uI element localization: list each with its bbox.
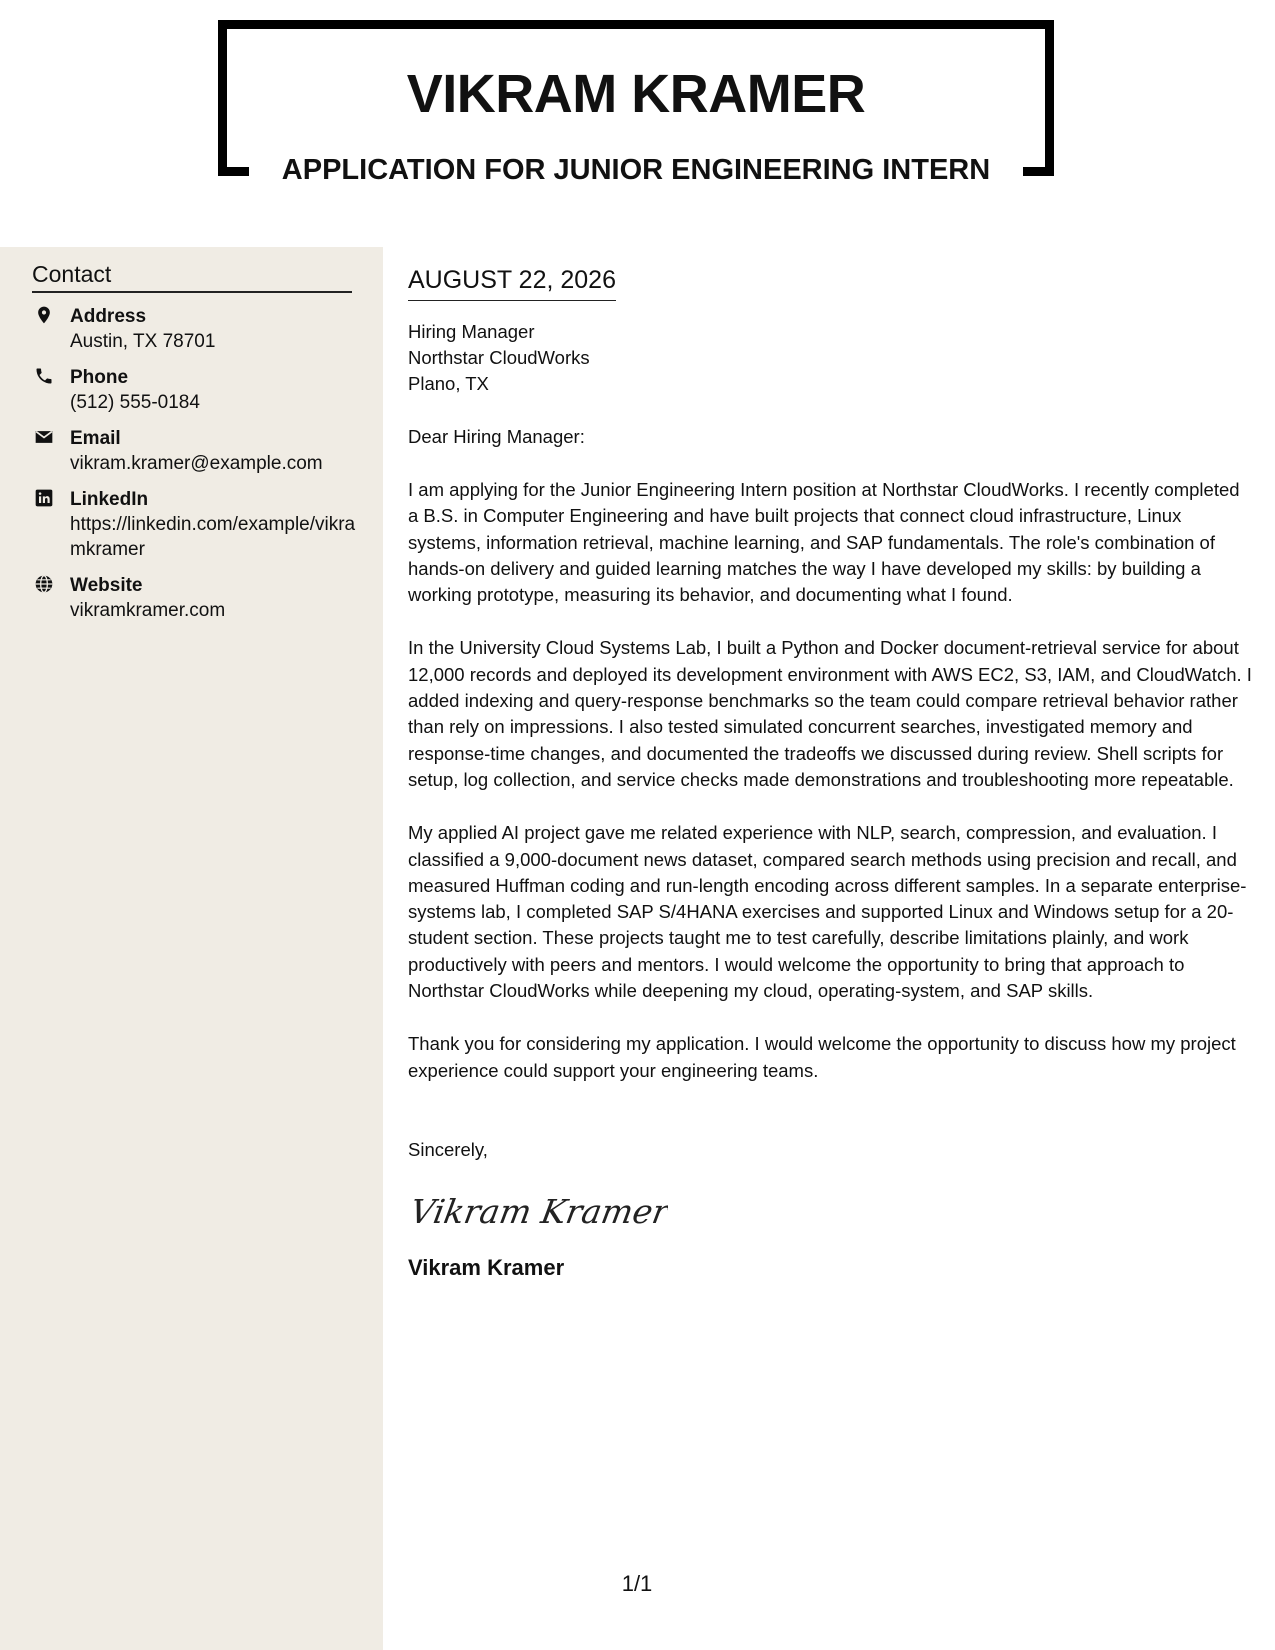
- paragraph-cloud-lab: In the University Cloud Systems Lab, I built a Python and Docker document-retrieval service for about 12,000 records and deployed its development environment with AWS EC2, S3, IAM, and CloudWatch. I added indexing and query-response benchmarks so the team could compare retrieval behavior rather than rely on impressions. I also tested simulated concurrent searches, investigated memory and response-time changes, and documented the tradeoffs we discussed during review. Shell scripts for setup, log collection, and service checks made demonstrations and troubleshooting more repeatable.: [408, 637, 1252, 790]
- applicant-name: VIKRAM KRAMER: [406, 64, 866, 124]
- email-link[interactable]: vikram.kramer@example.com: [70, 453, 323, 474]
- globe-icon: [34, 574, 54, 594]
- contact-label: LinkedIn: [70, 489, 149, 510]
- contact-list: [32, 304, 362, 634]
- letter-header: [0, 0, 1275, 240]
- recipient-title: Hiring Manager: [408, 321, 535, 342]
- recipient-block: [408, 319, 1253, 397]
- map-pin-icon: [34, 305, 54, 325]
- application-title: APPLICATION FOR JUNIOR ENGINEERING INTERN: [281, 154, 991, 186]
- recipient-location: Plano, TX: [408, 373, 489, 394]
- contact-item-phone: [32, 365, 362, 415]
- contact-sidebar: [0, 247, 383, 1650]
- linkedin-link[interactable]: https://linkedin.com/example/vikramkramer: [70, 514, 356, 560]
- contact-item-email: [32, 426, 362, 476]
- phone-icon: [34, 366, 54, 386]
- website-link[interactable]: vikramkramer.com: [70, 600, 226, 621]
- contact-item-website: [32, 573, 362, 623]
- letter-date: AUGUST 22, 2026: [408, 264, 616, 301]
- contact-item-address: [32, 304, 362, 354]
- salutation: Dear Hiring Manager:: [408, 426, 585, 447]
- svg-text:Vikram Kramer: Vikram Kramer: [408, 1192, 668, 1231]
- paragraph-intro: I am applying for the Junior Engineering Intern position at Northstar CloudWorks. I recently completed a B.S. in Computer Engineering and have built projects that connect cloud infrastructure, Linux systems, information retrieval, machine learning, and SAP fundamentals. The role's combination of hands-on delivery and guided learning matches the way I have developed my skills: by building a working prototype, measuring its behavior, and documenting what I found.: [408, 479, 1240, 606]
- envelope-icon: [34, 427, 54, 447]
- contact-label: Address: [70, 306, 147, 327]
- paragraph-ai-project: My applied AI project gave me related experience with NLP, search, compression, and evaluation. I classified a 9,000-document news dataset, compared search methods using precision and recall, and measured Huffman coding and run-length encoding across different samples. In a separate enterprise-systems lab, I completed SAP S/4HANA exercises and supported Linux and Windows setup for a 20-student section. These projects taught me to test carefully, describe limitations plainly, and work productively with peers and mentors. I would welcome the opportunity to bring that approach to Northstar CloudWorks while deepening my cloud, operating-system, and SAP skills.: [408, 822, 1247, 1002]
- closing: Sincerely,: [408, 1138, 488, 1160]
- contact-heading: Contact: [32, 259, 352, 293]
- contact-item-linkedin: [32, 487, 362, 562]
- paragraph-thanks: Thank you for considering my application. I would welcome the opportunity to discuss how my project experience could support your engineering teams.: [408, 1033, 1236, 1081]
- letter-body: [408, 247, 1253, 1282]
- contact-label: Phone: [70, 367, 129, 388]
- phone-value: (512) 555-0184: [70, 392, 200, 413]
- linkedin-icon: [34, 488, 54, 508]
- contact-label[interactable]: Email: [70, 428, 121, 449]
- handwritten-signature: [408, 1181, 668, 1241]
- recipient-company: Northstar CloudWorks: [408, 347, 590, 368]
- address-value: Austin, TX 78701: [70, 331, 216, 352]
- contact-label: Website: [70, 575, 143, 596]
- signer-name: Vikram Kramer: [408, 1254, 565, 1280]
- page-number: 1/1: [621, 1571, 653, 1596]
